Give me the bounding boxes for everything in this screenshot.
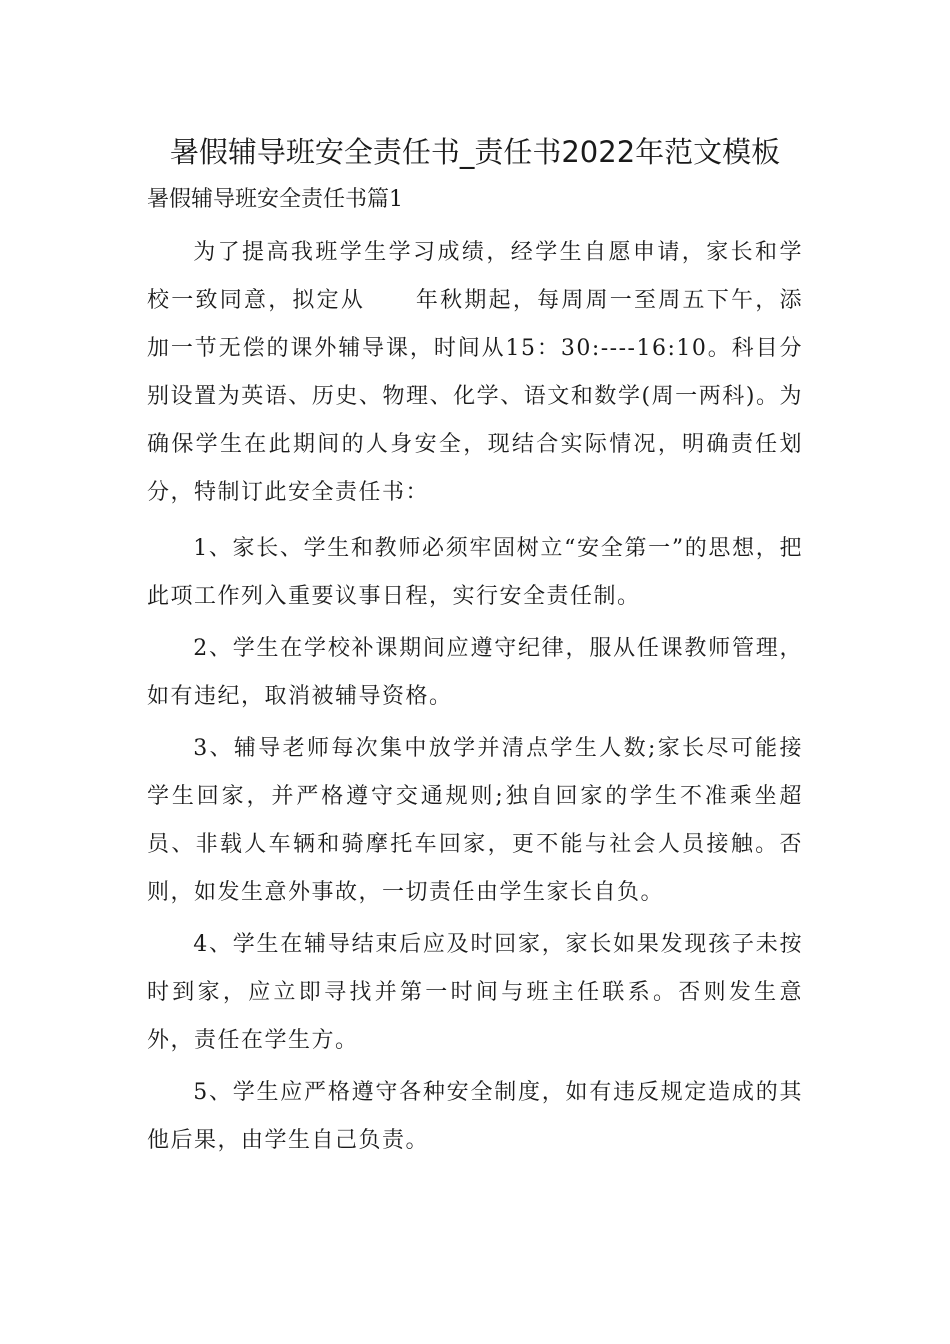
clause-item: 2、学生在学校补课期间应遵守纪律，服从任课教师管理，如有违纪，取消被辅导资格。 <box>147 636 803 709</box>
clauses-section <box>147 525 803 1169</box>
clause-item: 5、学生应严格遵守各种安全制度，如有违反规定造成的其他后果，由学生自己负责。 <box>147 1080 803 1153</box>
intro-text-after-blank: 年秋期起，每周周一至周五下午，添加一节无偿的课外辅导课，时间从15：30:----16:10。科目分别设置为英语、历史、物理、化学、语文和数学(周一两科)。为确保学生在此期间的人身安全，现结合实际情况，明确责任划分，特制订此安全责任书： <box>147 288 803 505</box>
clause-item: 1、家长、学生和教师必须牢固树立“安全第一”的思想，把此项工作列入重要议事日程，实行安全责任制。 <box>147 536 803 609</box>
document-title: 暑假辅导班安全责任书_责任书2022年范文模板 <box>169 135 781 169</box>
clause-item: 3、辅导老师每次集中放学并清点学生人数;家长尽可能接学生回家，并严格遵守交通规则;独自回家的学生不准乘坐超员、非载人车辆和骑摩托车回家，更不能与社会人员接触。否则，如发生意外事故，一切责任由学生家长自负。 <box>147 736 803 905</box>
intro-paragraph <box>147 229 803 517</box>
document-subtitle: 暑假辅导班安全责任书篇1 <box>147 187 403 212</box>
intro-section <box>147 229 803 521</box>
clause-item: 4、学生在辅导结束后应及时回家，家长如果发现孩子未按时到家，应立即寻找并第一时间与班主任联系。否则发生意外，责任在学生方。 <box>147 932 803 1053</box>
intro-text-before-blank: 为了提高我班学生学习成绩，经学生自愿申请，家长和学校一致同意，拟定从 <box>147 240 803 313</box>
